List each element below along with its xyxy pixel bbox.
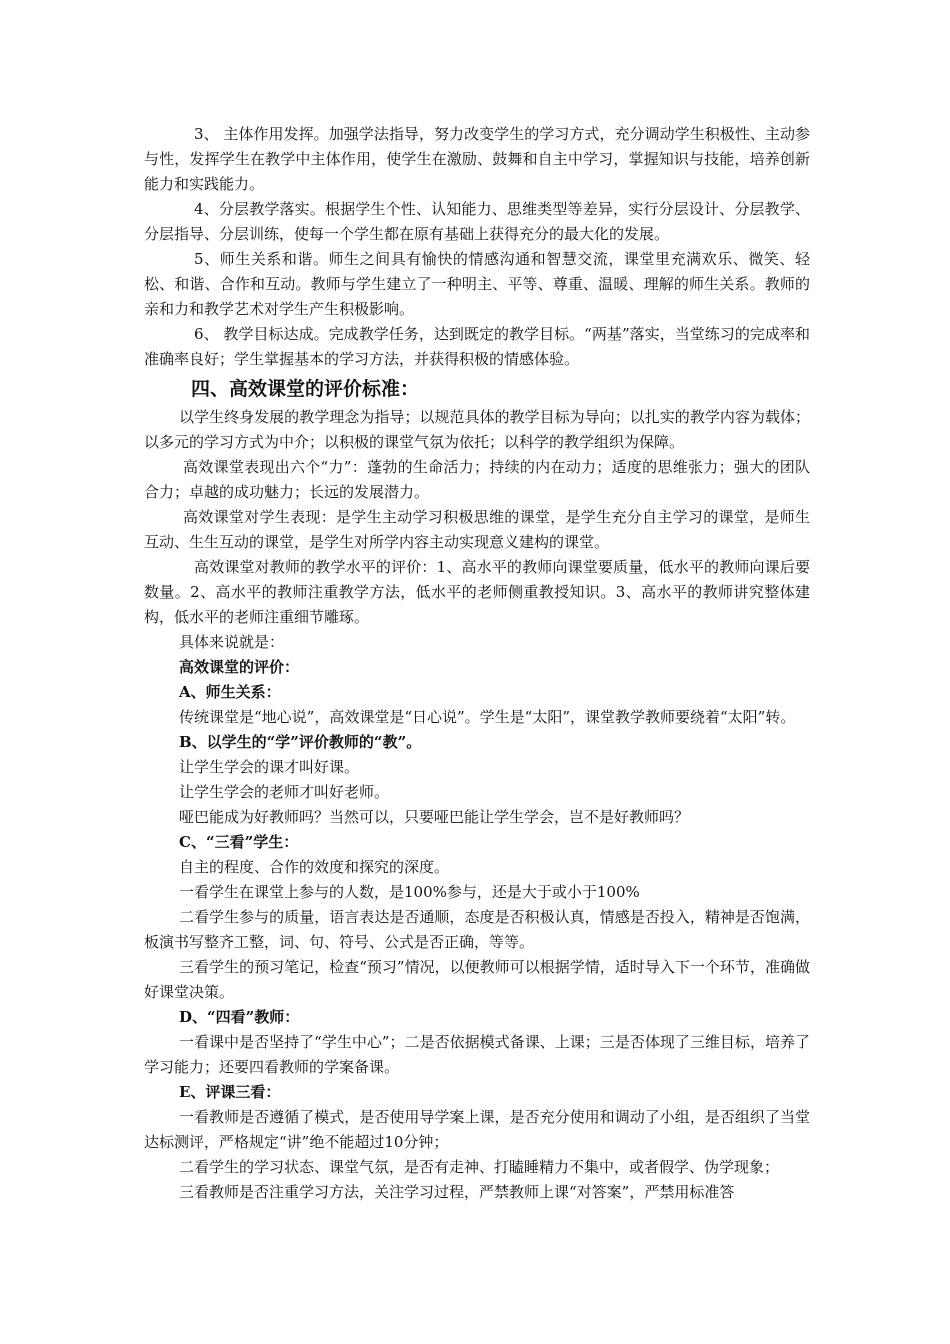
subsection-c-line-3: 二看学生参与的质量，语言表达是否通顺，态度是否积极认真，情感是否投入，精神是否饱满，板演书写整齐工整，词、句、符号、公式是否正确，等等。 — [144, 908, 810, 951]
subsection-e-line-3: 三看教师是否注重学习方法，关注学习过程，严禁教师上课“对答案”，严禁用标准答 — [179, 1183, 735, 1201]
subsection-b-title: B、以学生的“学”评价教师的“教”。 — [179, 733, 422, 751]
subsection-c-line-1: 自主的程度、合作的效度和探究的深度。 — [179, 858, 450, 876]
six-forces-paragraph: 高效课堂表现出六个“力”：蓬勃的生命活力；持续的内在动力；适度的思维张力；强大的团队合力；卓越的成功魅力；长远的发展潜力。 — [144, 458, 810, 501]
subsection-b-line-2: 让学生学会的老师才叫好老师。 — [179, 783, 390, 801]
paragraph-3: 3、 主体作用发挥。加强学法指导，努力改变学生的学习方式，充分调动学生积极性、主动参与性，发挥学生在教学中主体作用，使学生在激励、鼓舞和自主中学习，掌握知识与技能，培养创新能力和实践能力。 — [144, 125, 810, 193]
paragraph-5: 5、师生关系和谐。师生之间具有愉快的情感沟通和智慧交流，课堂里充满欢乐、微笑、轻松、和谐、合作和互动。教师与学生建立了一种明主、平等、尊重、温暖、理解的师生关系。教师的亲和力和教学艺术对学生产生积极影响。 — [144, 250, 810, 318]
students-paragraph: 高效课堂对学生表现：是学生主动学习积极思维的课堂，是学生充分自主学习的课堂，是师生互动、生生互动的课堂，是学生对所学内容主动实现意义建构的课堂。 — [144, 508, 810, 551]
section-intro: 以学生终身发展的教学理念为指导；以规范具体的教学目标为导向；以扎实的教学内容为载体；以多元的学习方式为中介；以积极的课堂气氛为依托；以科学的教学组织为保障。 — [144, 408, 810, 451]
specifically-line: 具体来说就是： — [179, 633, 285, 651]
section-heading: 四、高效课堂的评价标准： — [191, 378, 420, 400]
subsection-d-title: D、“四看”教师： — [179, 1008, 300, 1026]
subsection-a-title: A、师生关系： — [179, 683, 281, 701]
subsection-b-line-1: 让学生学会的课才叫好课。 — [179, 758, 360, 776]
subsection-c-title: C、“三看”学生： — [179, 833, 299, 851]
subsection-e-line-1: 一看教师是否遵循了模式，是否使用导学案上课，是否充分使用和调动了小组，是否组织了当堂达标测评，严格规定“讲”绝不能超过10分钟； — [144, 1108, 810, 1151]
document-body — [144, 122, 810, 1205]
subsection-e-line-2: 二看学生的学习状态、课堂气氛，是否有走神、打瞌睡精力不集中，或者假学、伪学现象； — [179, 1158, 780, 1176]
subsection-e-title: E、评课三看： — [179, 1083, 281, 1101]
evaluation-title: 高效课堂的评价： — [179, 658, 300, 676]
subsection-c-line-4: 三看学生的预习笔记，检查“预习”情况，以便教师可以根据学情，适时导入下一个环节，准确做好课堂决策。 — [144, 958, 810, 1001]
subsection-a-text: 传统课堂是“地心说”，高效课堂是“日心说”。学生是“太阳”，课堂教学教师要绕着“太阳”转。 — [179, 708, 796, 726]
subsection-b-line-3: 哑巴能成为好教师吗？当然可以，只要哑巴能让学生学会，岂不是好教师吗？ — [179, 808, 690, 826]
paragraph-4: 4、分层教学落实。根据学生个性、认知能力、思维类型等差异，实行分层设计、分层教学、分层指导、分层训练，使每一个学生都在原有基础上获得充分的最大化的发展。 — [144, 200, 810, 243]
paragraph-6: 6、 教学目标达成。完成教学任务，达到既定的教学目标。“两基”落实，当堂练习的完成率和准确率良好；学生掌握基本的学习方法，并获得积极的情感体验。 — [144, 325, 810, 368]
teachers-paragraph: 高效课堂对教师的教学水平的评价：1、高水平的教师向课堂要质量，低水平的教师向课后要数量。2、高水平的教师注重教学方法，低水平的老师侧重教授知识。3、高水平的教师讲究整体建构，低水平的老师注重细节雕琢。 — [144, 558, 810, 626]
subsection-c-line-2: 一看学生在课堂上参与的人数，是100%参与，还是大于或小于100% — [179, 883, 640, 901]
subsection-d-text: 一看课中是否坚持了“学生中心”；二是否依据模式备课、上课；三是否体现了三维目标，培养了学习能力；还要四看教师的学案备课。 — [144, 1033, 810, 1076]
